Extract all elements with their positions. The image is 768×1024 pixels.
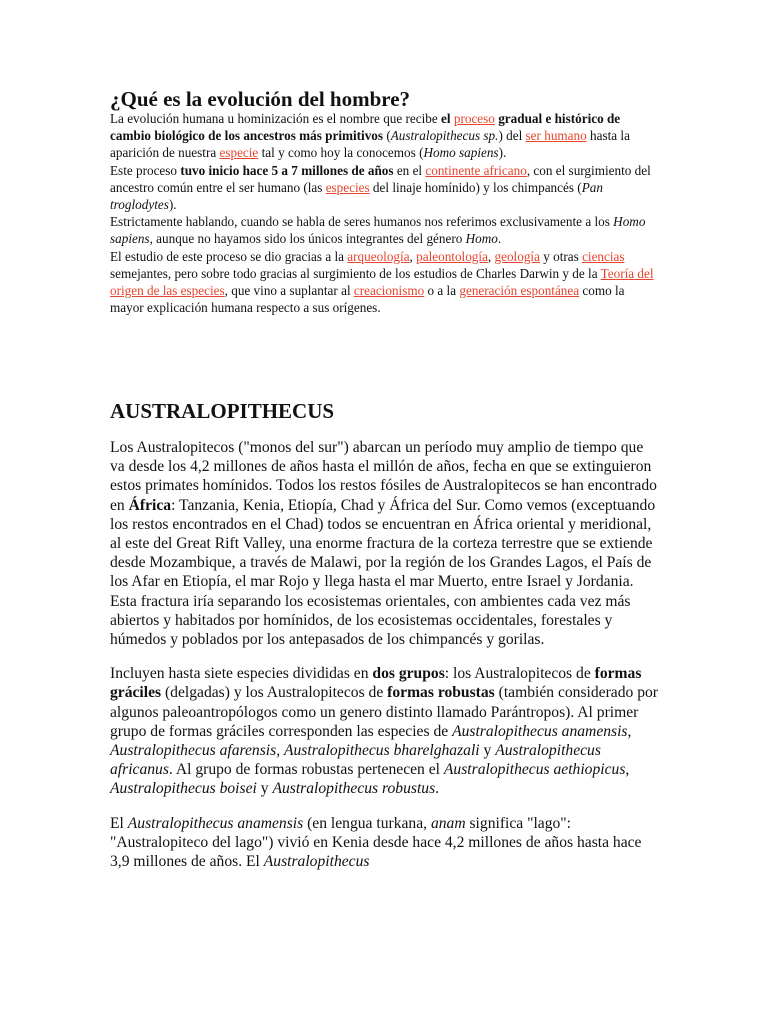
body-paragraph-3: El Australopithecus anamensis (en lengua turkana, anam significa "lago": "Australopiteco del lago") vivió en Kenia desde hace 4,2 millones de años hasta hace 3,9 millones de años. El Australopithecus xyxy=(110,814,642,871)
link-generacion-espontanea[interactable]: generación espontánea xyxy=(459,283,580,299)
australopithecus-section xyxy=(110,438,658,886)
link-teoria-origen-especies[interactable]: Teoría del origen de las especies xyxy=(110,265,654,299)
link-continente-africano[interactable]: continente africano xyxy=(425,162,527,178)
intro-paragraph-2: Este proceso tuvo inicio hace 5 a 7 millones de años en el continente africano, con el surgimiento del ancestro común entre el ser humano (las especies del linaje homínido) y los chimpancés (Pan troglodytes). xyxy=(110,162,651,213)
intro-paragraph-1: La evolución humana u hominización es el nombre que recibe el proceso gradual e histórico de cambio biológico de los ancestros más primitivos (Australopithecus sp.) del ser humano hasta la aparición de nuestra especie tal y como hoy la conocemos (Homo sapiens). xyxy=(110,111,630,161)
link-ciencias[interactable]: ciencias xyxy=(582,248,625,264)
link-proceso[interactable]: proceso xyxy=(453,111,495,126)
link-arqueologia[interactable]: arqueología xyxy=(347,248,410,264)
section-heading: AUSTRALOPITHECUS xyxy=(110,399,335,423)
intro-paragraph-3: Estrictamente hablando, cuando se habla de seres humanos nos referimos exclusivamente a los Homo sapiens, aunque no hayamos sido los únicos integrantes del género Homo. xyxy=(110,214,646,247)
body-paragraph-1: Los Australopitecos ("monos del sur") abarcan un período muy amplio de tiempo que va desde los 4,2 millones de años hasta el millón de años, fecha en que se extinguieron estos primates homínidos. Todos los restos fósiles de Australopitecos se han encontrado en África: Tanzania, Kenia, Etiopía, Chad y África del Sur. Como vemos (exceptuando los restos encontrados en el Chad) todos se encuentran en África oriental y meridional, al este del Great Rift Valley, una enorme fractura de la corteza terrestre que se extiende desde Mozambique, a través de Malawi, por la región de los Grandes Lagos, el País de los Afar en Etiopía, el mar Rojo y llega hasta el mar Muerto, entre Israel y Jordania. Esta fractura iría separando los ecosistemas orientales, con ambientes cada vez más abiertos y habitados por homínidos, de los ecosistemas occidentales, forestales y húmedos y poblados por los antepasados de los chimpancés y gorilas. xyxy=(110,439,657,649)
page-title: ¿Qué es la evolución del hombre? xyxy=(110,87,411,111)
intro-paragraph-4: El estudio de este proceso se dio gracias a la arqueología, paleontología, geología y otras ciencias semejantes, pero sobre todo gracias al surgimiento de los estudios de Charles Darwin y de la Teoría del origen de las especies, que vino a suplantar al creacionismo o a la generación espontánea como la mayor explicación humana respecto a sus orígenes. xyxy=(110,248,654,316)
link-paleontologia[interactable]: paleontología xyxy=(416,248,488,264)
link-geologia[interactable]: geología xyxy=(494,248,540,264)
body-paragraph-2: Incluyen hasta siete especies divididas en dos grupos: los Australopitecos de formas gráciles (delgadas) y los Australopitecos de formas robustas (también considerado por algunos paleoantropólogos como un genero distinto llamado Parántropos). Al primer grupo de formas gráciles corresponden las especies de Australopithecus anamensis, Australopithecus afarensis, Australopithecus bharelghazali y Australopithecus africanus. Al grupo de formas robustas pertenecen el Australopithecus aethiopicus, Australopithecus boisei y Australopithecus robustus. xyxy=(110,665,658,798)
link-creacionismo[interactable]: creacionismo xyxy=(353,283,425,299)
link-ser-humano[interactable]: ser humano xyxy=(525,128,587,144)
link-especie[interactable]: especie xyxy=(219,145,259,161)
link-especies[interactable]: especies xyxy=(325,179,370,195)
intro-section xyxy=(110,110,658,316)
